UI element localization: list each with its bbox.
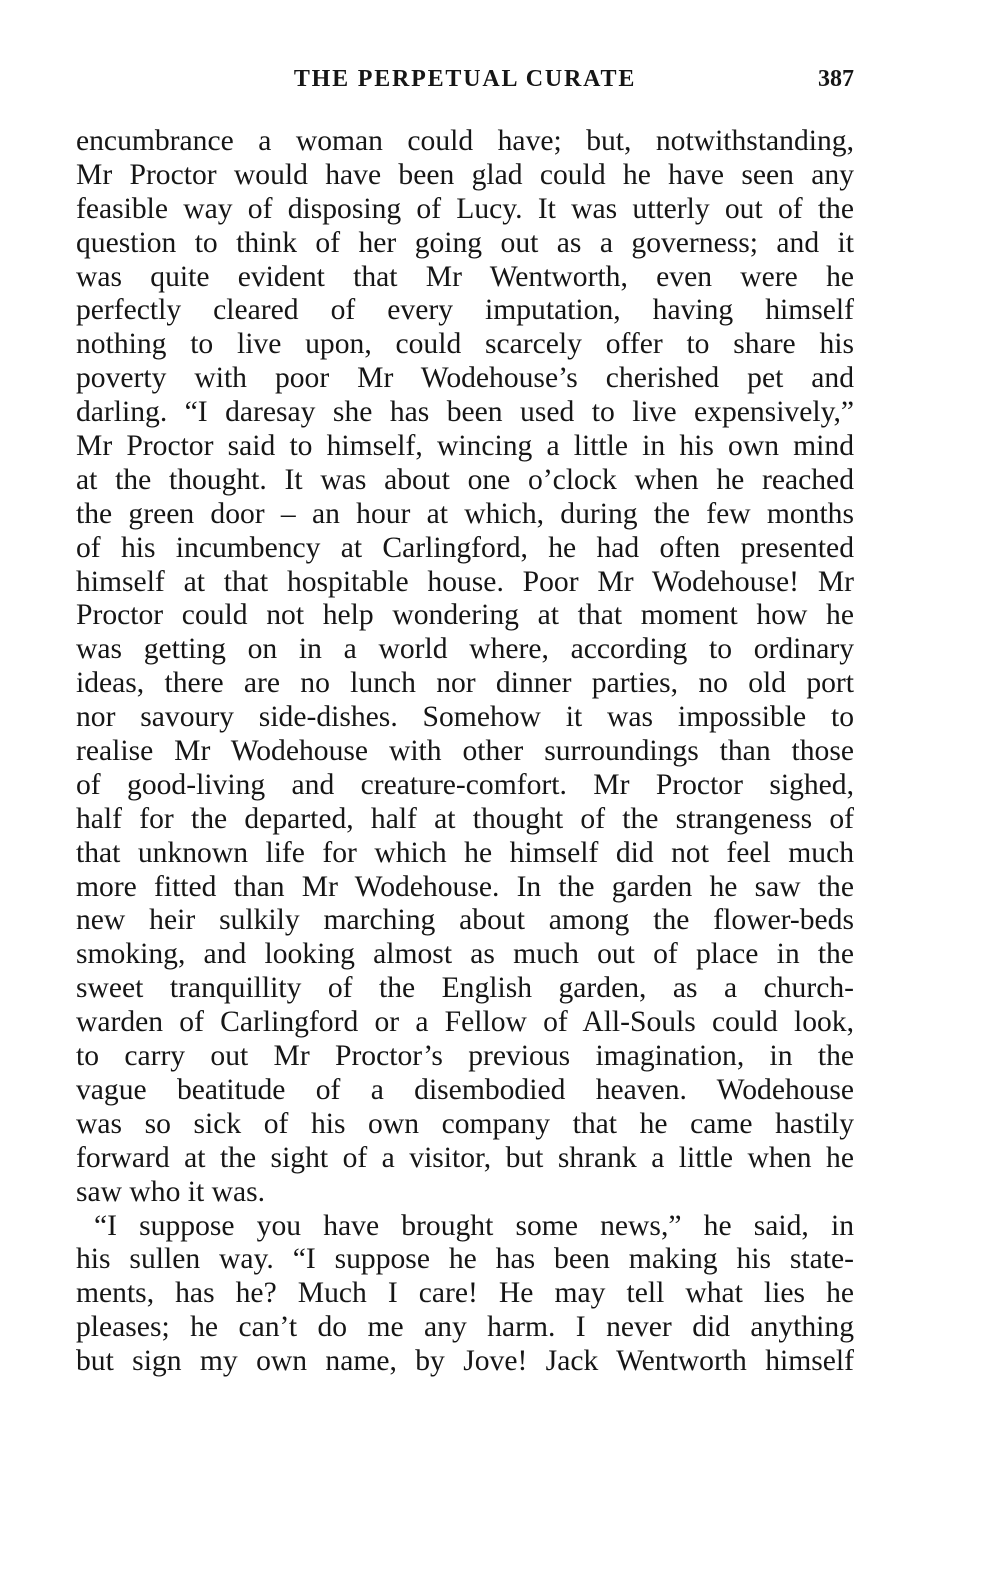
text-line: question to think of her going out as a governess; and it — [76, 226, 854, 259]
text-line: perfectly cleared of every imputation, having himself — [76, 294, 854, 327]
text-line: warden of Carlingford or a Fellow of All-Souls could look, — [76, 1006, 854, 1039]
text-line: himself at that hospitable house. Poor Mr Wodehouse! Mr — [76, 565, 854, 598]
text-line: realise Mr Wodehouse with other surroundings than those — [76, 735, 854, 768]
text-line: smoking, and looking almost as much out of place in the — [76, 938, 854, 971]
paragraph-first-line: “I suppose you have brought some news,” he said, in — [94, 1209, 854, 1242]
text-line: the green door – an hour at which, during the few months — [76, 497, 854, 530]
text-line: forward at the sight of a visitor, but shrank a little when he — [76, 1141, 854, 1174]
text-line: Mr Proctor said to himself, wincing a little in his own mind — [76, 430, 854, 463]
text-line: Mr Proctor would have been glad could he have seen any — [76, 158, 854, 191]
text-line: his sullen way. “I suppose he has been making his state- — [76, 1243, 854, 1276]
text-line: nor savoury side-dishes. Somehow it was impossible to — [76, 701, 854, 734]
text-line: Proctor could not help wondering at that moment how he — [76, 599, 854, 632]
paragraph-last-line: saw who it was. — [76, 1175, 266, 1208]
text-line: new heir sulkily marching about among the flower-beds — [76, 904, 854, 937]
text-line: darling. “I daresay she has been used to live expensively,” — [76, 396, 854, 429]
text-line: nothing to live upon, could scarcely offer to share his — [76, 328, 854, 361]
text-line: was getting on in a world where, according to ordinary — [76, 633, 854, 666]
text-line: ments, has he? Much I care! He may tell what lies he — [76, 1277, 854, 1310]
text-line: at the thought. It was about one o’clock when he reached — [76, 463, 854, 496]
running-title: THE PERPETUAL CURATE — [293, 66, 637, 92]
text-line: encumbrance a woman could have; but, notwithstanding, — [76, 125, 854, 157]
text-line: to carry out Mr Proctor’s previous imagination, in the — [76, 1040, 854, 1073]
text-line: pleases; he can’t do me any harm. I never did anything — [76, 1311, 854, 1344]
text-line: vague beatitude of a disembodied heaven. Wodehouse — [76, 1073, 854, 1106]
text-line: was so sick of his own company that he came hastily — [76, 1107, 854, 1140]
text-line: sweet tranquillity of the English garden, as a church- — [76, 972, 854, 1005]
text-line: poverty with poor Mr Wodehouse’s cherished pet and — [76, 362, 854, 395]
text-line: of good-living and creature-comfort. Mr Proctor sighed, — [76, 768, 854, 801]
text-line: ideas, there are no lunch nor dinner parties, no old port — [76, 667, 854, 700]
text-line: feasible way of disposing of Lucy. It was utterly out of the — [76, 192, 854, 225]
body-text — [76, 125, 854, 1379]
text-line: but sign my own name, by Jove! Jack Wentworth himself — [76, 1345, 854, 1378]
text-line: more fitted than Mr Wodehouse. In the garden he saw the — [76, 870, 854, 903]
text-line: was quite evident that Mr Wentworth, even were he — [76, 260, 854, 293]
text-line: of his incumbency at Carlingford, he had often presented — [76, 531, 854, 564]
text-line: that unknown life for which he himself did not feel much — [76, 836, 854, 869]
running-head — [76, 62, 854, 96]
text-line: half for the departed, half at thought of the strangeness of — [76, 802, 854, 835]
page-number: 387 — [818, 66, 854, 92]
